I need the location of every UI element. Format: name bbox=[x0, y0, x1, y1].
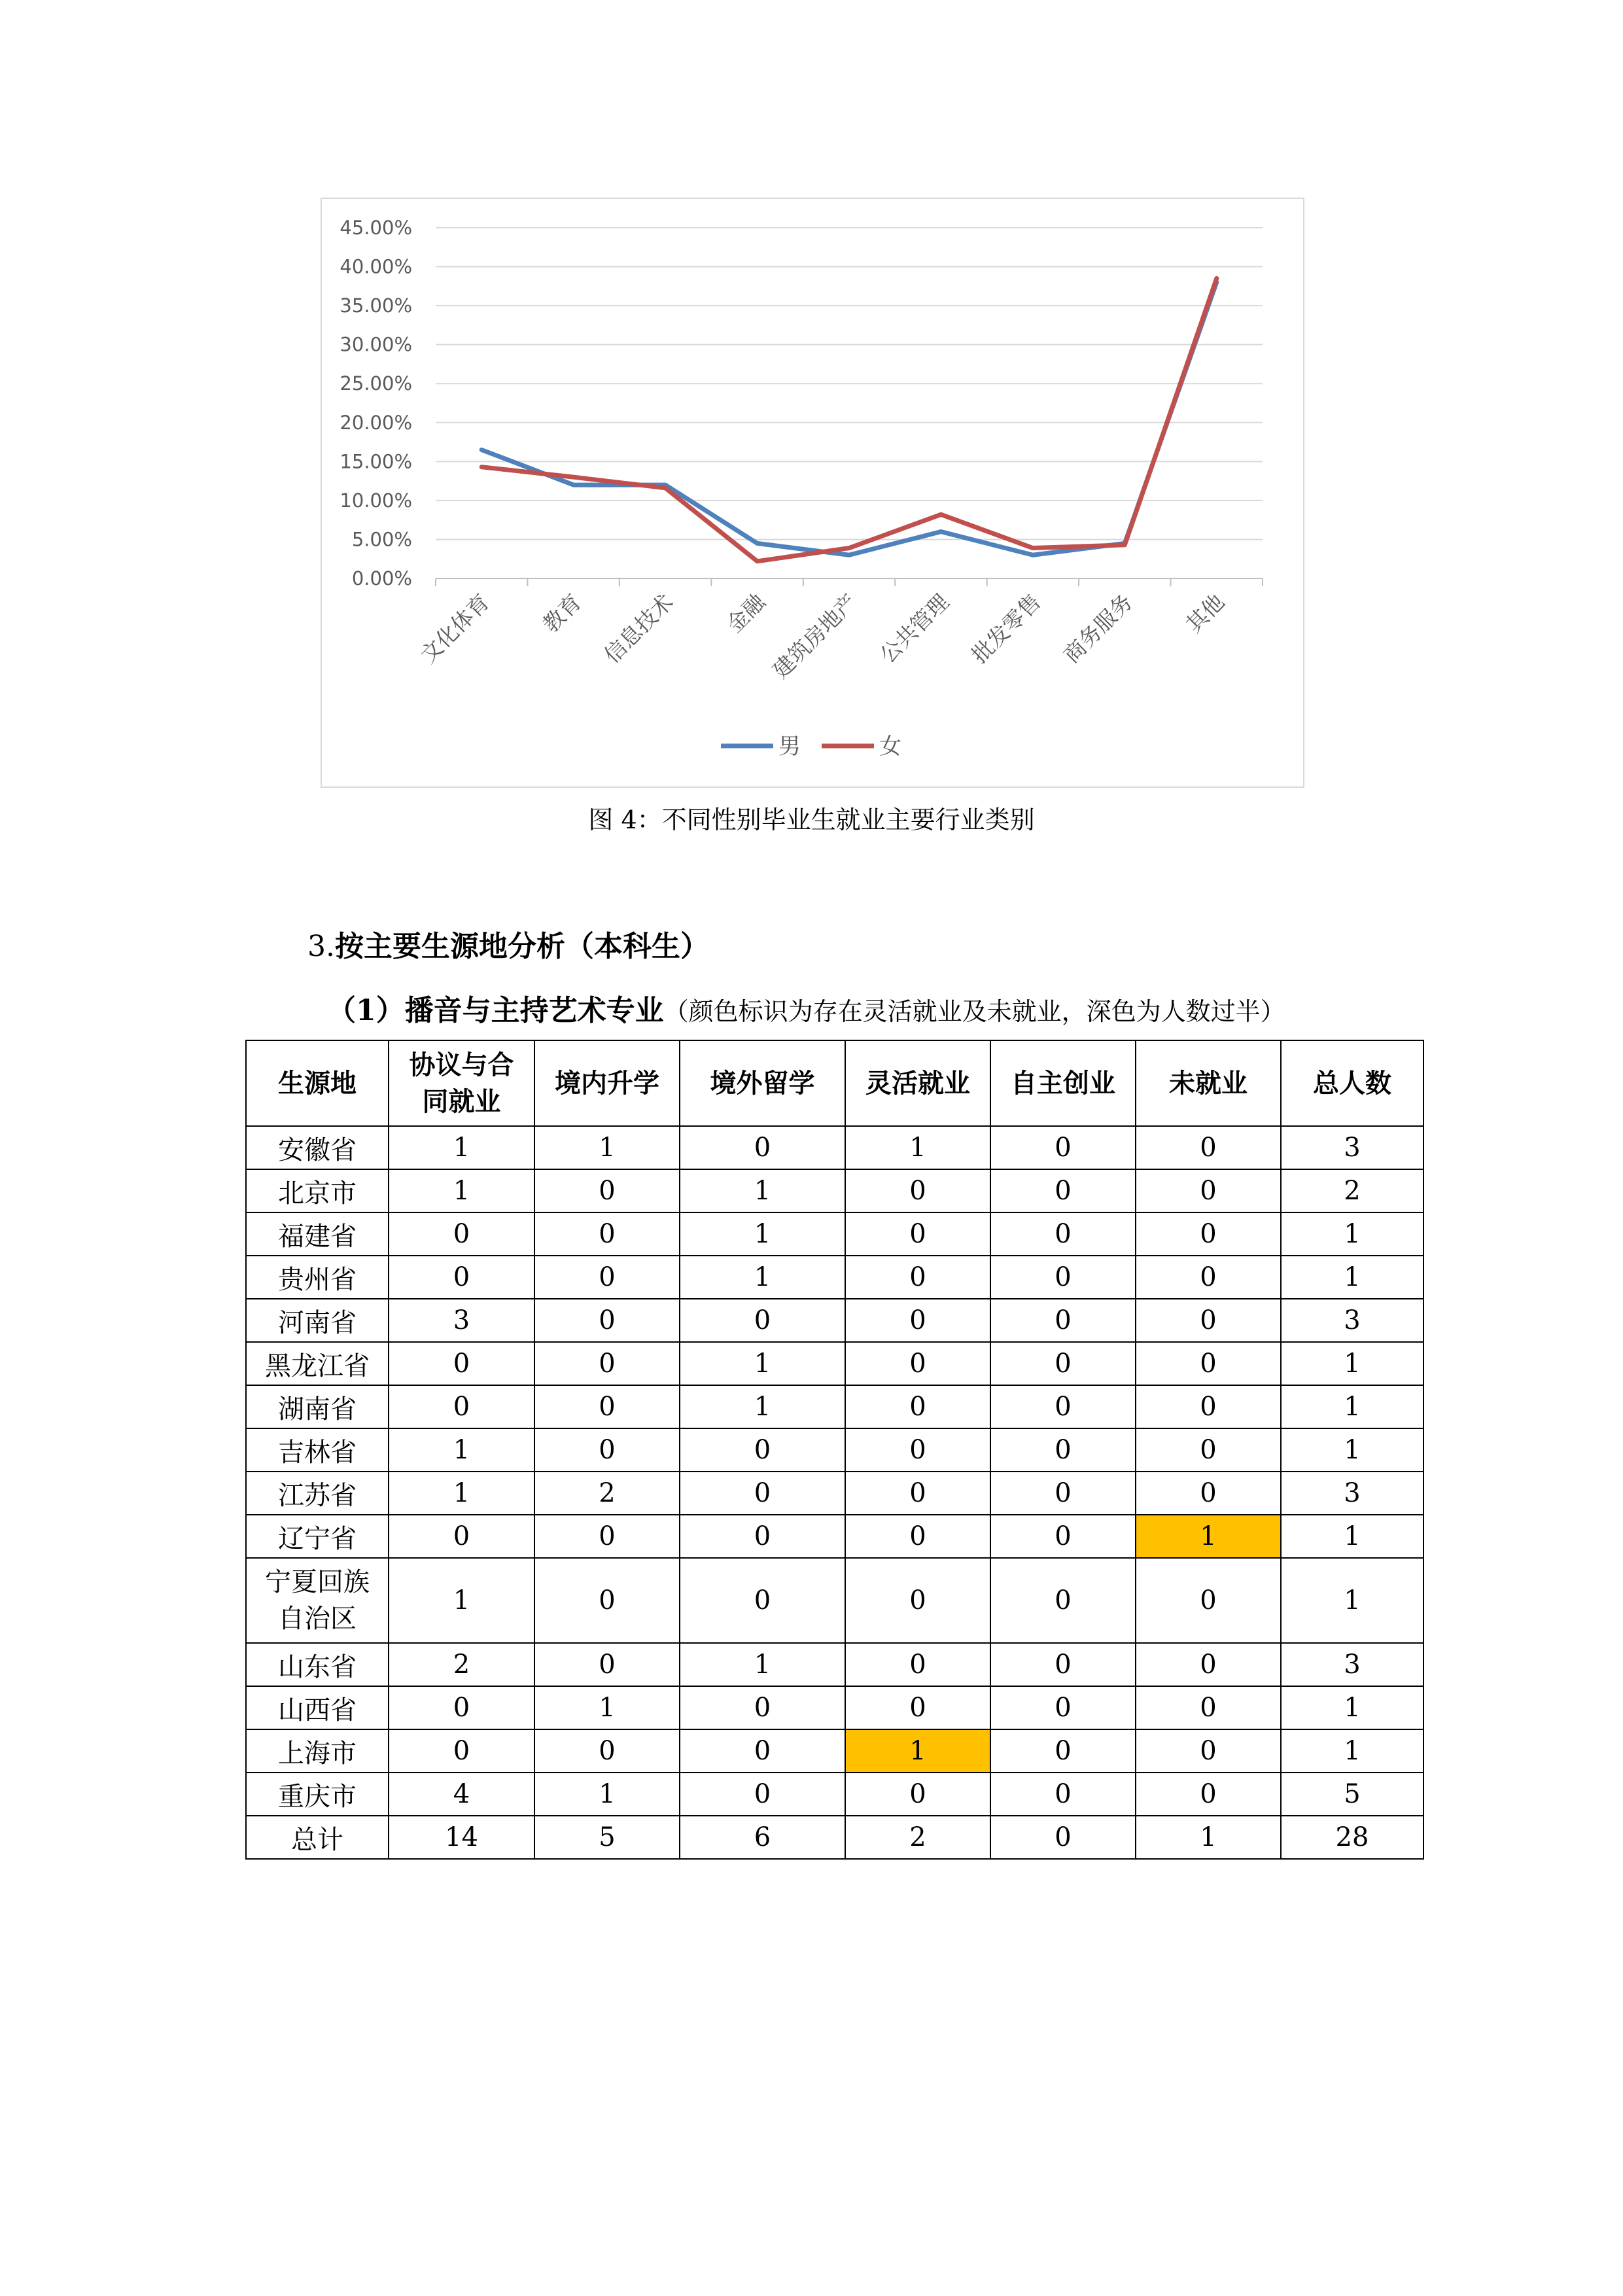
value-cell: 0 bbox=[534, 1299, 680, 1342]
value-cell: 0 bbox=[534, 1256, 680, 1299]
value-cell: 0 bbox=[680, 1558, 845, 1643]
region-cell bbox=[246, 1126, 389, 1169]
region-text: 福建省 bbox=[278, 1221, 357, 1252]
value-cell: 0 bbox=[845, 1385, 990, 1428]
value-cell: 0 bbox=[534, 1342, 680, 1385]
value-cell: 0 bbox=[990, 1385, 1136, 1428]
value-cell: 0 bbox=[845, 1169, 990, 1212]
value-cell: 1 bbox=[1136, 1816, 1281, 1859]
section-number: 3. bbox=[307, 930, 335, 963]
region-text: 总计 bbox=[291, 1824, 343, 1855]
value-cell: 3 bbox=[389, 1299, 534, 1342]
table-header-cell bbox=[990, 1040, 1136, 1126]
x-tick-label: 信息技术 bbox=[599, 589, 678, 668]
value-cell: 0 bbox=[680, 1729, 845, 1773]
value-cell: 3 bbox=[1281, 1299, 1423, 1342]
value-cell: 0 bbox=[534, 1212, 680, 1256]
region-cell bbox=[246, 1212, 389, 1256]
value-cell: 3 bbox=[1281, 1643, 1423, 1686]
series-line-2 bbox=[481, 278, 1217, 561]
line-chart bbox=[322, 199, 1306, 789]
value-cell: 0 bbox=[845, 1773, 990, 1816]
table-row bbox=[246, 1428, 1423, 1472]
value-cell: 0 bbox=[680, 1515, 845, 1558]
header-text: 总人数 bbox=[1313, 1067, 1391, 1099]
value-cell: 0 bbox=[990, 1256, 1136, 1299]
region-text: 辽宁省 bbox=[278, 1523, 357, 1554]
value-cell: 0 bbox=[1136, 1558, 1281, 1643]
value-cell: 14 bbox=[389, 1816, 534, 1859]
value-cell: 0 bbox=[990, 1126, 1136, 1169]
value-cell: 0 bbox=[389, 1729, 534, 1773]
value-cell: 5 bbox=[1281, 1773, 1423, 1816]
region-text: 吉林省 bbox=[278, 1437, 357, 1468]
table-row bbox=[246, 1558, 1423, 1643]
table-row bbox=[246, 1256, 1423, 1299]
legend-label: 男 bbox=[778, 733, 801, 760]
table-header-cell bbox=[1281, 1040, 1423, 1126]
value-cell: 0 bbox=[1136, 1428, 1281, 1472]
legend-label: 女 bbox=[879, 733, 901, 760]
subsection-heading bbox=[327, 987, 1285, 1029]
value-cell: 5 bbox=[534, 1816, 680, 1859]
value-cell: 3 bbox=[1281, 1472, 1423, 1515]
value-cell: 0 bbox=[680, 1686, 845, 1729]
header-text: 协议与合 bbox=[409, 1049, 514, 1080]
value-cell: 0 bbox=[990, 1428, 1136, 1472]
region-text: 河南省 bbox=[278, 1307, 357, 1338]
table-header-row bbox=[246, 1040, 1423, 1126]
value-cell: 0 bbox=[389, 1515, 534, 1558]
region-text: 山东省 bbox=[278, 1651, 357, 1682]
table-row bbox=[246, 1212, 1423, 1256]
section-heading bbox=[307, 923, 709, 964]
value-cell: 0 bbox=[534, 1643, 680, 1686]
header-text: 境内升学 bbox=[555, 1067, 659, 1099]
table-header-cell bbox=[534, 1040, 680, 1126]
value-cell: 0 bbox=[680, 1126, 845, 1169]
value-cell: 0 bbox=[990, 1686, 1136, 1729]
value-cell: 0 bbox=[1136, 1256, 1281, 1299]
value-cell: 0 bbox=[534, 1385, 680, 1428]
source-region-table bbox=[245, 1040, 1424, 1860]
value-cell: 1 bbox=[389, 1126, 534, 1169]
region-text: 江苏省 bbox=[278, 1480, 357, 1511]
table-row bbox=[246, 1342, 1423, 1385]
value-cell: 0 bbox=[990, 1643, 1136, 1686]
y-tick-label: 15.00% bbox=[340, 450, 412, 473]
value-cell: 0 bbox=[680, 1428, 845, 1472]
region-cell bbox=[246, 1816, 389, 1859]
value-cell: 1 bbox=[389, 1472, 534, 1515]
value-cell: 1 bbox=[680, 1212, 845, 1256]
value-cell: 0 bbox=[1136, 1212, 1281, 1256]
value-cell: 0 bbox=[1136, 1643, 1281, 1686]
region-cell bbox=[246, 1385, 389, 1428]
table-row bbox=[246, 1169, 1423, 1212]
value-cell: 0 bbox=[534, 1169, 680, 1212]
value-cell: 0 bbox=[680, 1299, 845, 1342]
value-cell: 1 bbox=[1281, 1515, 1423, 1558]
chart-container bbox=[321, 198, 1304, 788]
table-row bbox=[246, 1816, 1423, 1859]
value-cell: 0 bbox=[1136, 1342, 1281, 1385]
value-cell: 0 bbox=[389, 1385, 534, 1428]
value-cell: 4 bbox=[389, 1773, 534, 1816]
value-cell: 0 bbox=[990, 1558, 1136, 1643]
value-cell: 2 bbox=[1281, 1169, 1423, 1212]
value-cell: 1 bbox=[389, 1558, 534, 1643]
table-header-cell bbox=[680, 1040, 845, 1126]
value-cell: 2 bbox=[534, 1472, 680, 1515]
region-cell bbox=[246, 1686, 389, 1729]
value-cell: 1 bbox=[1281, 1342, 1423, 1385]
value-cell: 2 bbox=[845, 1816, 990, 1859]
table-row bbox=[246, 1729, 1423, 1773]
y-tick-label: 45.00% bbox=[340, 217, 412, 239]
region-cell bbox=[246, 1515, 389, 1558]
value-cell: 0 bbox=[845, 1643, 990, 1686]
value-cell: 1 bbox=[845, 1729, 990, 1773]
value-cell: 0 bbox=[990, 1515, 1136, 1558]
region-text: 自治区 bbox=[278, 1604, 357, 1634]
x-tick-label: 教育 bbox=[538, 589, 587, 638]
header-text: 未就业 bbox=[1169, 1067, 1248, 1099]
value-cell: 1 bbox=[680, 1169, 845, 1212]
x-tick-label: 商务服务 bbox=[1058, 589, 1138, 668]
value-cell: 0 bbox=[990, 1212, 1136, 1256]
value-cell: 1 bbox=[1136, 1515, 1281, 1558]
value-cell: 1 bbox=[1281, 1428, 1423, 1472]
value-cell: 28 bbox=[1281, 1816, 1423, 1859]
subsection-note: （颜色标识为存在灵活就业及未就业，深色为人数过半） bbox=[663, 997, 1285, 1026]
table-header-cell bbox=[1136, 1040, 1281, 1126]
region-text: 北京市 bbox=[278, 1178, 357, 1209]
region-cell bbox=[246, 1169, 389, 1212]
value-cell: 0 bbox=[990, 1472, 1136, 1515]
value-cell: 0 bbox=[1136, 1126, 1281, 1169]
header-text: 生源地 bbox=[278, 1067, 357, 1099]
value-cell: 1 bbox=[534, 1126, 680, 1169]
y-tick-label: 5.00% bbox=[351, 528, 412, 551]
y-tick-label: 0.00% bbox=[351, 567, 412, 590]
table-row bbox=[246, 1686, 1423, 1729]
table-row bbox=[246, 1126, 1423, 1169]
table-row bbox=[246, 1472, 1423, 1515]
region-cell bbox=[246, 1342, 389, 1385]
region-text: 黑龙江省 bbox=[265, 1351, 370, 1381]
region-cell bbox=[246, 1558, 389, 1643]
value-cell: 0 bbox=[845, 1428, 990, 1472]
value-cell: 0 bbox=[1136, 1686, 1281, 1729]
value-cell: 0 bbox=[845, 1256, 990, 1299]
region-cell bbox=[246, 1256, 389, 1299]
value-cell: 0 bbox=[990, 1342, 1136, 1385]
value-cell: 0 bbox=[990, 1729, 1136, 1773]
region-cell bbox=[246, 1643, 389, 1686]
y-tick-label: 25.00% bbox=[340, 372, 412, 395]
value-cell: 0 bbox=[990, 1299, 1136, 1342]
value-cell: 1 bbox=[534, 1773, 680, 1816]
table-header-cell bbox=[389, 1040, 534, 1126]
table-header-cell bbox=[246, 1040, 389, 1126]
value-cell: 0 bbox=[845, 1472, 990, 1515]
value-cell: 0 bbox=[389, 1256, 534, 1299]
value-cell: 0 bbox=[845, 1515, 990, 1558]
value-cell: 1 bbox=[389, 1169, 534, 1212]
y-tick-label: 10.00% bbox=[340, 489, 412, 512]
value-cell: 1 bbox=[680, 1256, 845, 1299]
header-text: 灵活就业 bbox=[865, 1067, 970, 1099]
value-cell: 1 bbox=[1281, 1729, 1423, 1773]
value-cell: 0 bbox=[534, 1428, 680, 1472]
value-cell: 1 bbox=[389, 1428, 534, 1472]
x-tick-label: 建筑房地产 bbox=[767, 589, 862, 684]
table-row bbox=[246, 1385, 1423, 1428]
region-cell bbox=[246, 1299, 389, 1342]
series-line-1 bbox=[481, 282, 1217, 555]
figure-caption: 图 4：不同性别毕业生就业主要行业类别 bbox=[588, 805, 1035, 834]
table-row bbox=[246, 1299, 1423, 1342]
value-cell: 0 bbox=[680, 1773, 845, 1816]
value-cell: 0 bbox=[845, 1342, 990, 1385]
value-cell: 1 bbox=[845, 1126, 990, 1169]
table-row bbox=[246, 1773, 1423, 1816]
x-tick-label: 批发零售 bbox=[966, 589, 1046, 668]
region-text: 重庆市 bbox=[278, 1781, 357, 1812]
value-cell: 0 bbox=[990, 1773, 1136, 1816]
value-cell: 0 bbox=[389, 1212, 534, 1256]
region-text: 湖南省 bbox=[278, 1394, 357, 1424]
header-text: 同就业 bbox=[422, 1086, 501, 1117]
region-cell bbox=[246, 1773, 389, 1816]
region-text: 上海市 bbox=[278, 1738, 357, 1769]
y-tick-label: 35.00% bbox=[340, 294, 412, 317]
value-cell: 1 bbox=[680, 1385, 845, 1428]
x-tick-label: 文化体育 bbox=[415, 589, 495, 668]
table-row bbox=[246, 1515, 1423, 1558]
value-cell: 0 bbox=[845, 1212, 990, 1256]
y-tick-label: 30.00% bbox=[340, 333, 412, 356]
x-tick-label: 其他 bbox=[1181, 589, 1230, 638]
section-title: 按主要生源地分析（本科生） bbox=[334, 930, 709, 963]
value-cell: 0 bbox=[990, 1816, 1136, 1859]
value-cell: 3 bbox=[1281, 1126, 1423, 1169]
value-cell: 0 bbox=[389, 1342, 534, 1385]
value-cell: 1 bbox=[680, 1342, 845, 1385]
value-cell: 0 bbox=[534, 1558, 680, 1643]
region-cell bbox=[246, 1472, 389, 1515]
value-cell: 1 bbox=[680, 1643, 845, 1686]
region-text: 贵州省 bbox=[278, 1264, 357, 1295]
region-cell bbox=[246, 1428, 389, 1472]
value-cell: 1 bbox=[1281, 1558, 1423, 1643]
value-cell: 0 bbox=[1136, 1472, 1281, 1515]
subsection-title: （1）播音与主持艺术专业 bbox=[327, 994, 664, 1027]
value-cell: 0 bbox=[1136, 1729, 1281, 1773]
value-cell: 1 bbox=[1281, 1212, 1423, 1256]
value-cell: 0 bbox=[534, 1729, 680, 1773]
value-cell: 0 bbox=[534, 1515, 680, 1558]
region-cell bbox=[246, 1729, 389, 1773]
header-text: 境外留学 bbox=[710, 1067, 815, 1099]
value-cell: 0 bbox=[680, 1472, 845, 1515]
value-cell: 0 bbox=[1136, 1299, 1281, 1342]
table-row bbox=[246, 1643, 1423, 1686]
region-text: 安徽省 bbox=[278, 1135, 357, 1165]
value-cell: 0 bbox=[990, 1169, 1136, 1212]
value-cell: 1 bbox=[1281, 1385, 1423, 1428]
value-cell: 1 bbox=[1281, 1256, 1423, 1299]
value-cell: 1 bbox=[534, 1686, 680, 1729]
value-cell: 0 bbox=[845, 1686, 990, 1729]
value-cell: 0 bbox=[845, 1299, 990, 1342]
value-cell: 0 bbox=[1136, 1169, 1281, 1212]
value-cell: 0 bbox=[1136, 1773, 1281, 1816]
region-text: 宁夏回族 bbox=[265, 1567, 370, 1597]
value-cell: 0 bbox=[1136, 1385, 1281, 1428]
x-tick-label: 公共管理 bbox=[875, 589, 954, 668]
value-cell: 1 bbox=[1281, 1686, 1423, 1729]
region-text: 山西省 bbox=[278, 1695, 357, 1725]
value-cell: 2 bbox=[389, 1643, 534, 1686]
y-tick-label: 20.00% bbox=[340, 411, 412, 434]
value-cell: 0 bbox=[389, 1686, 534, 1729]
header-text: 自主创业 bbox=[1011, 1067, 1115, 1099]
table-header-cell bbox=[845, 1040, 990, 1126]
y-tick-label: 40.00% bbox=[340, 255, 412, 278]
value-cell: 0 bbox=[845, 1558, 990, 1643]
value-cell: 6 bbox=[680, 1816, 845, 1859]
x-tick-label: 金融 bbox=[721, 589, 771, 638]
